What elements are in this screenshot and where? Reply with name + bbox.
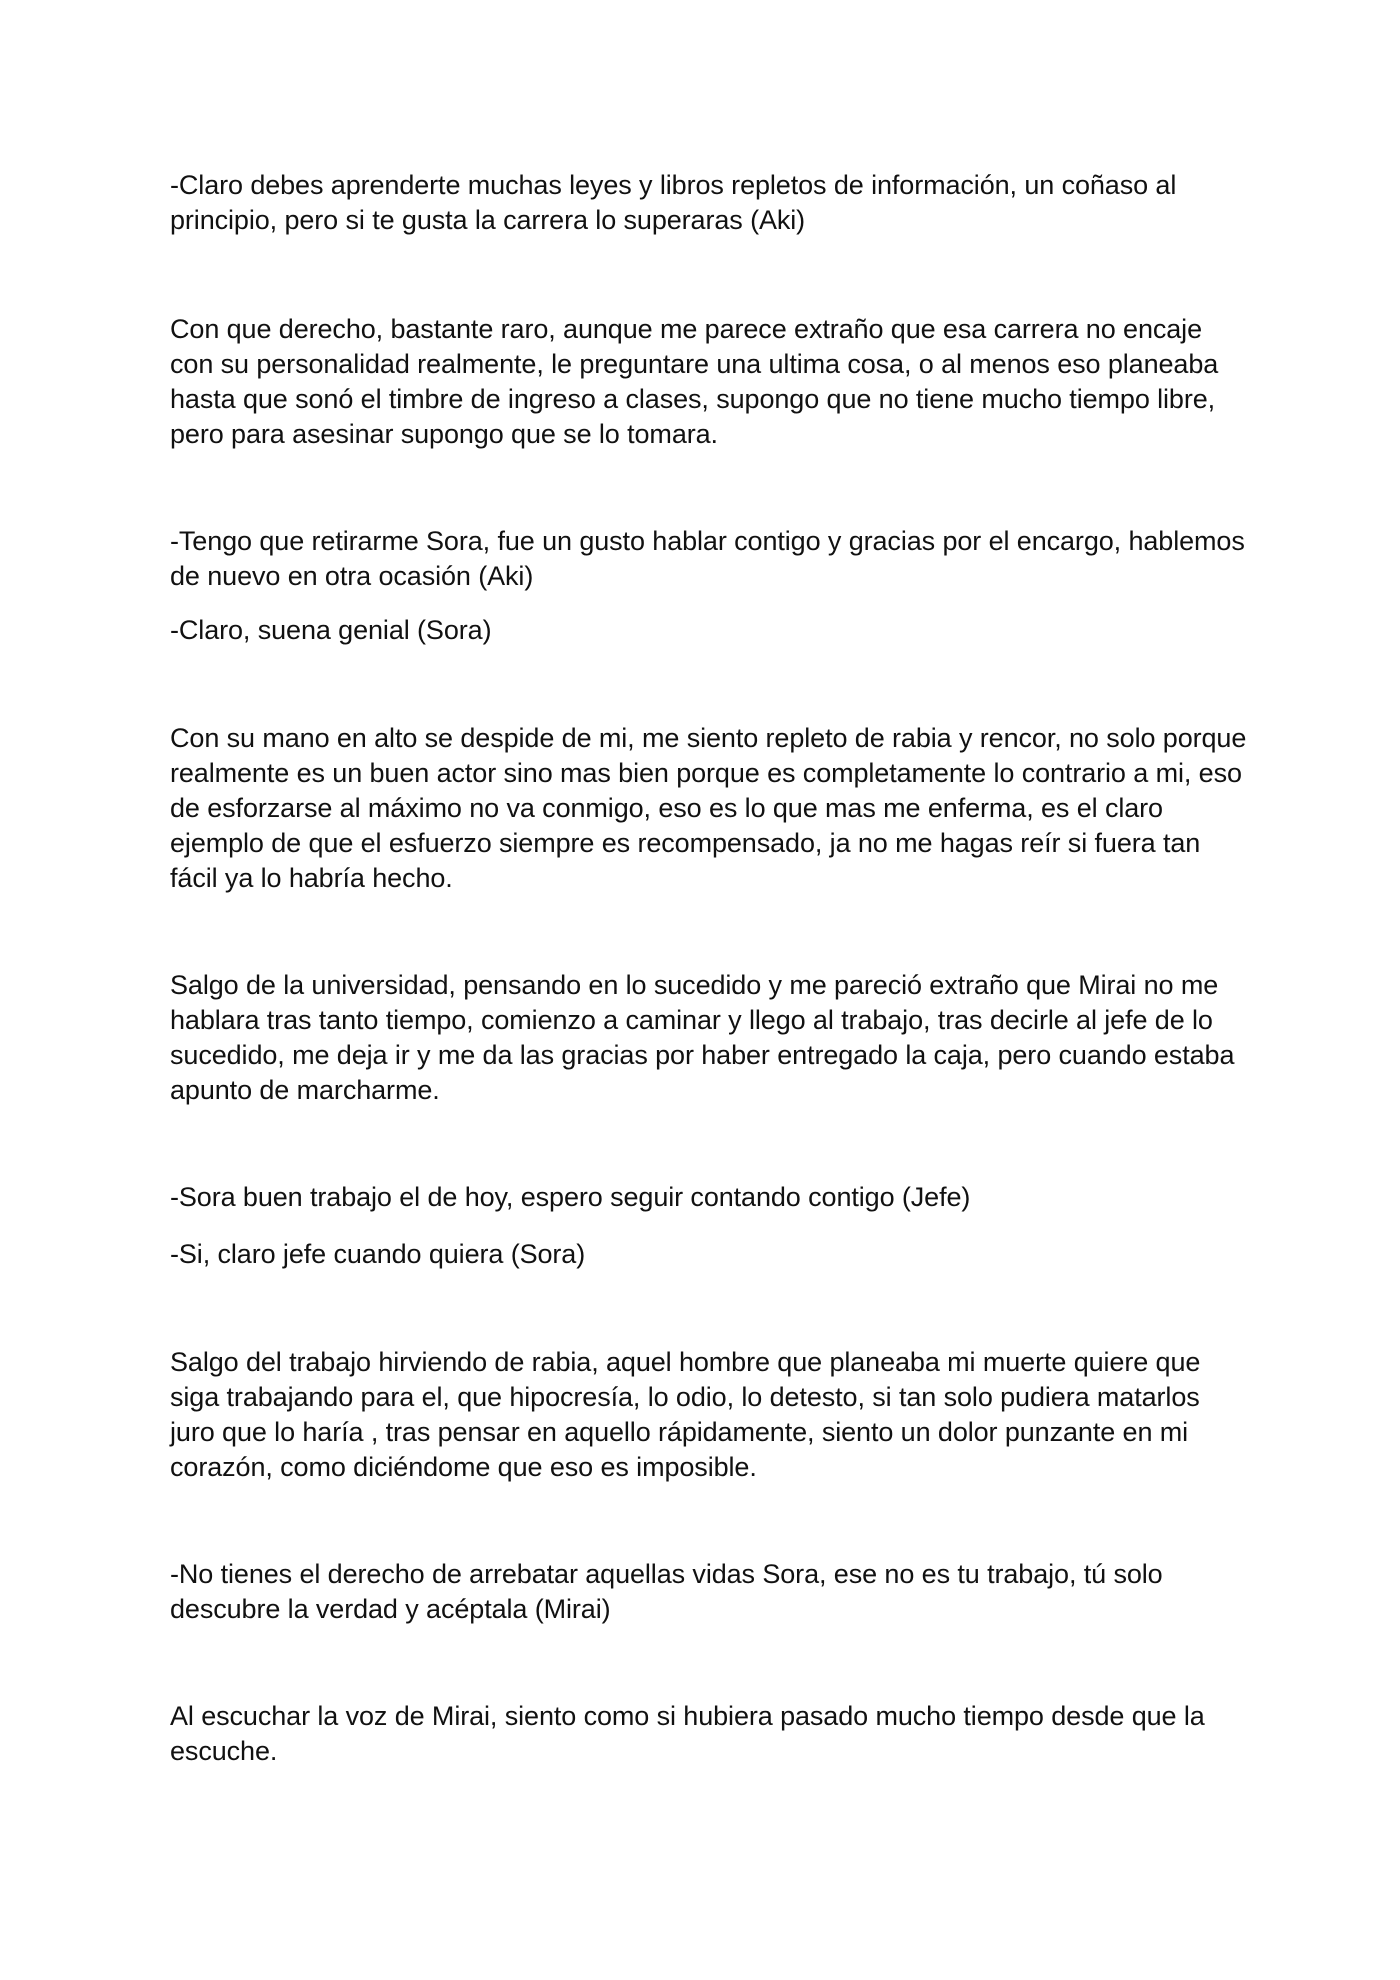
paragraph-6: Salgo de la universidad, pensando en lo sucedido y me pareció extraño que Mirai no me hablara tras tanto tiempo, comienzo a caminar y llego al trabajo, tras decirle al jefe de lo sucedido, me deja ir y me da las gracias por haber entregado la caja, pero cuando estaba apunto de marcharme. bbox=[170, 970, 1235, 1105]
paragraph-8: -Si, claro jefe cuando quiera (Sora) bbox=[170, 1239, 586, 1269]
paragraph-1: -Claro debes aprenderte muchas leyes y libros repletos de información, un coñaso al principio, pero si te gusta la carrera lo superaras (Aki) bbox=[170, 170, 1177, 235]
paragraph-10: -No tienes el derecho de arrebatar aquellas vidas Sora, ese no es tu trabajo, tú solo descubre la verdad y acéptala (Mirai) bbox=[170, 1559, 1163, 1624]
paragraph-5: Con su mano en alto se despide de mi, me siento repleto de rabia y rencor, no solo porque realmente es un buen actor sino mas bien porque es completamente lo contrario a mi, eso de esforzarse al máximo no va conmigo, eso es lo que mas me enferma, es el claro ejemplo de que el esfuerzo siempre es recompensado, ja no me hagas reír si fuera tan fácil ya lo habría hecho. bbox=[170, 723, 1247, 893]
paragraph-7: -Sora buen trabajo el de hoy, espero seguir contando contigo (Jefe) bbox=[170, 1182, 971, 1212]
paragraph-9: Salgo del trabajo hirviendo de rabia, aquel hombre que planeaba mi muerte quiere que siga trabajando para el, que hipocresía, lo odio, lo detesto, si tan solo pudiera matarlos juro que lo haría , tras pensar en aquello rápidamente, siento un dolor punzante en mi corazón, como diciéndome que eso es imposible. bbox=[170, 1347, 1201, 1482]
paragraph-4: -Claro, suena genial (Sora) bbox=[170, 615, 492, 645]
paragraph-3: -Tengo que retirarme Sora, fue un gusto hablar contigo y gracias por el encargo, hablemos de nuevo en otra ocasión (Aki) bbox=[170, 526, 1245, 591]
paragraph-2: Con que derecho, bastante raro, aunque me parece extraño que esa carrera no encaje con su personalidad realmente, le preguntare una ultima cosa, o al menos eso planeaba hasta que sonó el timbre de ingreso a clases, supongo que no tiene mucho tiempo libre, pero para asesinar supongo que se lo tomara. bbox=[170, 314, 1219, 449]
paragraph-11: Al escuchar la voz de Mirai, siento como si hubiera pasado mucho tiempo desde que la escuche. bbox=[170, 1701, 1205, 1766]
